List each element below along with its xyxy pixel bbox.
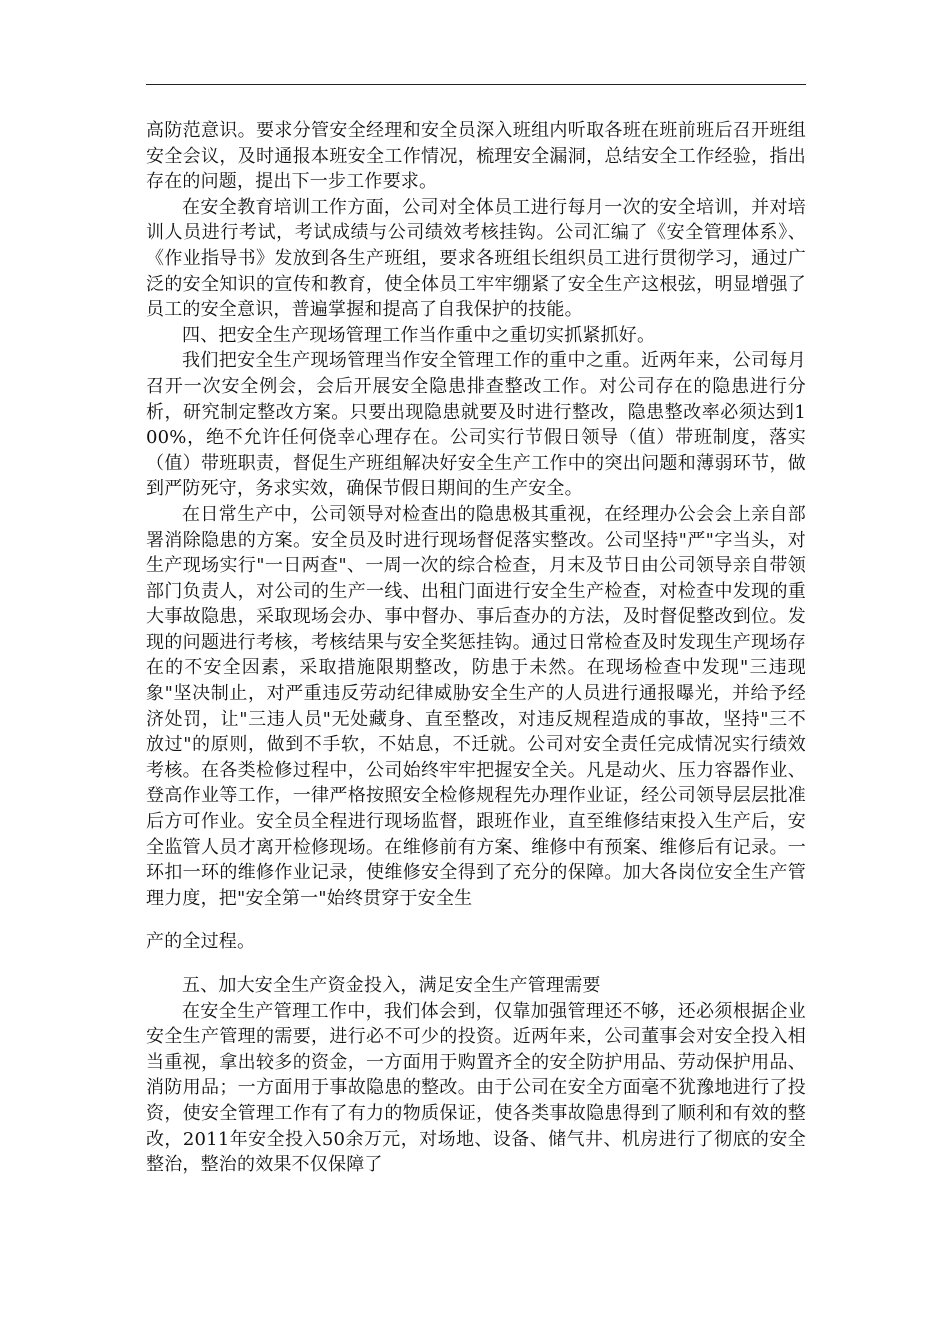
section-heading-5: 五、加大安全生产资金投入，满足安全生产管理需要	[182, 975, 601, 996]
section-heading-4: 四、把安全生产现场管理工作当作重中之重切实抓紧抓好。	[182, 324, 656, 346]
paragraph-daily-production: 在日常生产中，公司领导对检查出的隐患极其重视，在经理办公会会上亲自部署消除隐患的方案。安全员及时进行现场督促落实整改。公司坚持"严"字当头，对生产现场实行"一日两查"、一周一次的综合检查，月末及节日由公司领导亲自带领部门负责人，对公司的生产一线、出租门面进行安全生产检查，对检查中发现的重大事故隐患，采取现场会办、事中督办、事后查办的方法，及时督促整改到位。发现的问题进行考核，考核结果与安全奖惩挂钩。通过日常检查及时发现生产现场存在的不安全因素，采取措施限期整改，防患于未然。在现场检查中发现"三违现象"坚决制止，对严重违反劳动纪律威胁安全生产的人员进行通报曝光，并给予经济处罚，让"三违人员"无处藏身、直至整改，对违反规程造成的事故，坚持"三不放过"的原则，做到不手软，不姑息，不迁就。公司对安全责任完成情况实行绩效考核。在各类检修过程中，公司始终牢牢把握安全关。凡是动火、压力容器作业、登高作业等工作，一律严格按照安全检修规程先办理作业证，经公司领导层层批准后方可作业。安全员全程进行现场监督，跟班作业，直至维修结束投入生产后，安全监管人员才离开检修现场。在维修前有方案、维修中有预案、维修后有记录。一环扣一环的维修作业记录，使维修安全得到了充分的保障。加大各岗位安全生产管理力度，把"安全第一"始终贯穿于安全生	[146, 503, 806, 909]
paragraph-site-management: 我们把安全生产现场管理当作安全管理工作的重中之重。近两年来，公司每月召开一次安全例会，会后开展安全隐患排查整改工作。对公司存在的隐患进行分析，研究制定整改方案。只要出现隐患就要及时进行整改，隐患整改率必须达到100%，绝不允许任何侥幸心理存在。公司实行节假日领导（值）带班制度，落实（值）带班职责，督促生产班组解决好安全生产工作中的突出问题和薄弱环节，做到严防死守，务求实效，确保节假日期间的生产安全。	[146, 350, 806, 500]
paragraph-continuation: 高防范意识。要求分管安全经理和安全员深入班组内听取各班在班前班后召开班组安全会议，及时通报本班安全工作情况，梳理安全漏洞，总结安全工作经验，指出存在的问题，提出下一步工作要求。	[146, 120, 806, 193]
paragraph-safety-training: 在安全教育培训工作方面，公司对全体员工进行每月一次的安全培训，并对培训人员进行考试，考试成绩与公司绩效考核挂钩。公司汇编了《安全管理体系》、《作业指导书》发放到各生产班组，要求各班组长组织员工进行贯彻学习，通过广泛的安全知识的宣传和教育，使全体员工牢牢绷紧了安全生产这根弦，明显增强了员工的安全意识，普遍掌握和提高了自我保护的技能。	[146, 196, 806, 321]
paragraph-tail: 产的全过程。	[146, 931, 256, 953]
document-body	[146, 118, 806, 1178]
paragraph-safety-investment: 在安全生产管理工作中，我们体会到，仅靠加强管理还不够，还必须根据企业安全生产管理的需要，进行必不可少的投资。近两年来，公司董事会对安全投入相当重视，拿出较多的资金，一方面用于购置齐全的安全防护用品、劳动保护用品、消防用品；一方面用于事故隐患的整改。由于公司在安全方面毫不犹豫地进行了投资，使安全管理工作有了有力的物质保证，使各类事故隐患得到了顺利和有效的整改，2011年安全投入50余万元，对场地、设备、储气井、机房进行了彻底的安全整治，整治的效果不仅保障了	[146, 1000, 806, 1176]
header-rule	[146, 84, 806, 85]
